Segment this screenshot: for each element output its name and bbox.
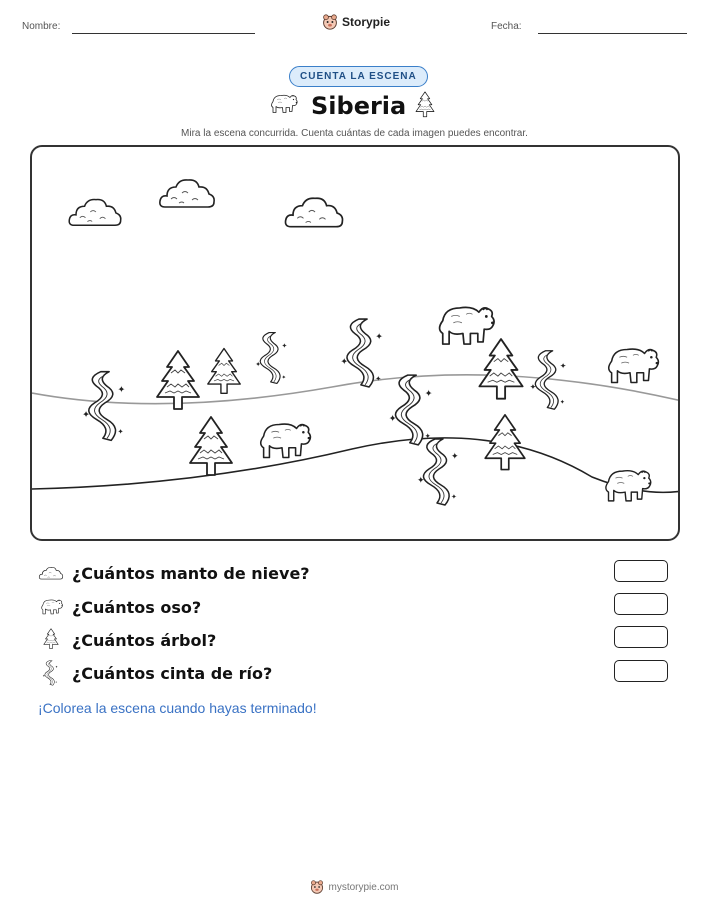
river-2: [255, 333, 287, 384]
back-hill-line: [32, 375, 680, 404]
bear-2: [609, 349, 659, 382]
footer: [0, 880, 709, 894]
river-5: [417, 439, 459, 505]
activity-badge: CUENTA LA ESCENA: [289, 66, 428, 87]
question-row: [38, 627, 216, 653]
mascot-icon: [322, 14, 338, 30]
bear-4: [606, 471, 651, 501]
answer-box-river[interactable]: [614, 660, 668, 682]
tree-3: [190, 417, 232, 475]
river-1: [82, 372, 125, 441]
page-title: Siberia: [311, 92, 407, 120]
tree-icon: [412, 91, 438, 121]
scene-illustration: [32, 147, 680, 541]
question-text: ¿Cuántos árbol?: [72, 630, 217, 650]
mascot-icon: [310, 880, 324, 894]
tree-5: [485, 415, 525, 470]
instructions: Mira la escena concurrida. Cuenta cuántas de cada imagen puedes encontrar.: [181, 128, 528, 139]
answer-box-tree[interactable]: [614, 626, 668, 648]
cloud-3: [286, 198, 343, 226]
snow-cloud-icon: [38, 564, 64, 582]
scene-panel: [30, 145, 680, 541]
brand-name: Storypie: [342, 15, 391, 29]
tree-4: [479, 339, 522, 399]
question-row: [38, 660, 272, 686]
question-text: ¿Cuántos cinta de río?: [72, 663, 273, 683]
date-field[interactable]: [538, 33, 687, 34]
question-row: [38, 560, 310, 586]
cloud-2: [160, 180, 214, 207]
river-4: [389, 375, 433, 445]
tree-2: [208, 349, 240, 394]
tree-1: [157, 351, 199, 409]
bear-1: [440, 307, 495, 344]
answer-box-bear[interactable]: [614, 593, 668, 615]
front-hill-line: [32, 438, 680, 493]
question-text: ¿Cuántos oso?: [72, 597, 202, 617]
river-3: [340, 319, 383, 387]
coloring-note: ¡Colorea la escena cuando hayas terminado!: [38, 700, 317, 716]
name-field[interactable]: [72, 33, 255, 34]
river-icon: [38, 660, 64, 686]
date-label: Fecha:: [491, 21, 522, 32]
tree-icon: [38, 628, 64, 652]
name-label: Nombre:: [22, 21, 61, 32]
question-row: [38, 594, 201, 620]
cloud-1: [69, 200, 121, 226]
question-text: ¿Cuántos manto de nieve?: [72, 563, 310, 583]
answer-box-snow[interactable]: [614, 560, 668, 582]
bear-icon: [38, 596, 64, 618]
bear-icon: [267, 91, 299, 117]
footer-url[interactable]: mystorypie.com: [328, 881, 399, 893]
brand-logo: [322, 14, 390, 30]
bear-3: [261, 424, 311, 457]
